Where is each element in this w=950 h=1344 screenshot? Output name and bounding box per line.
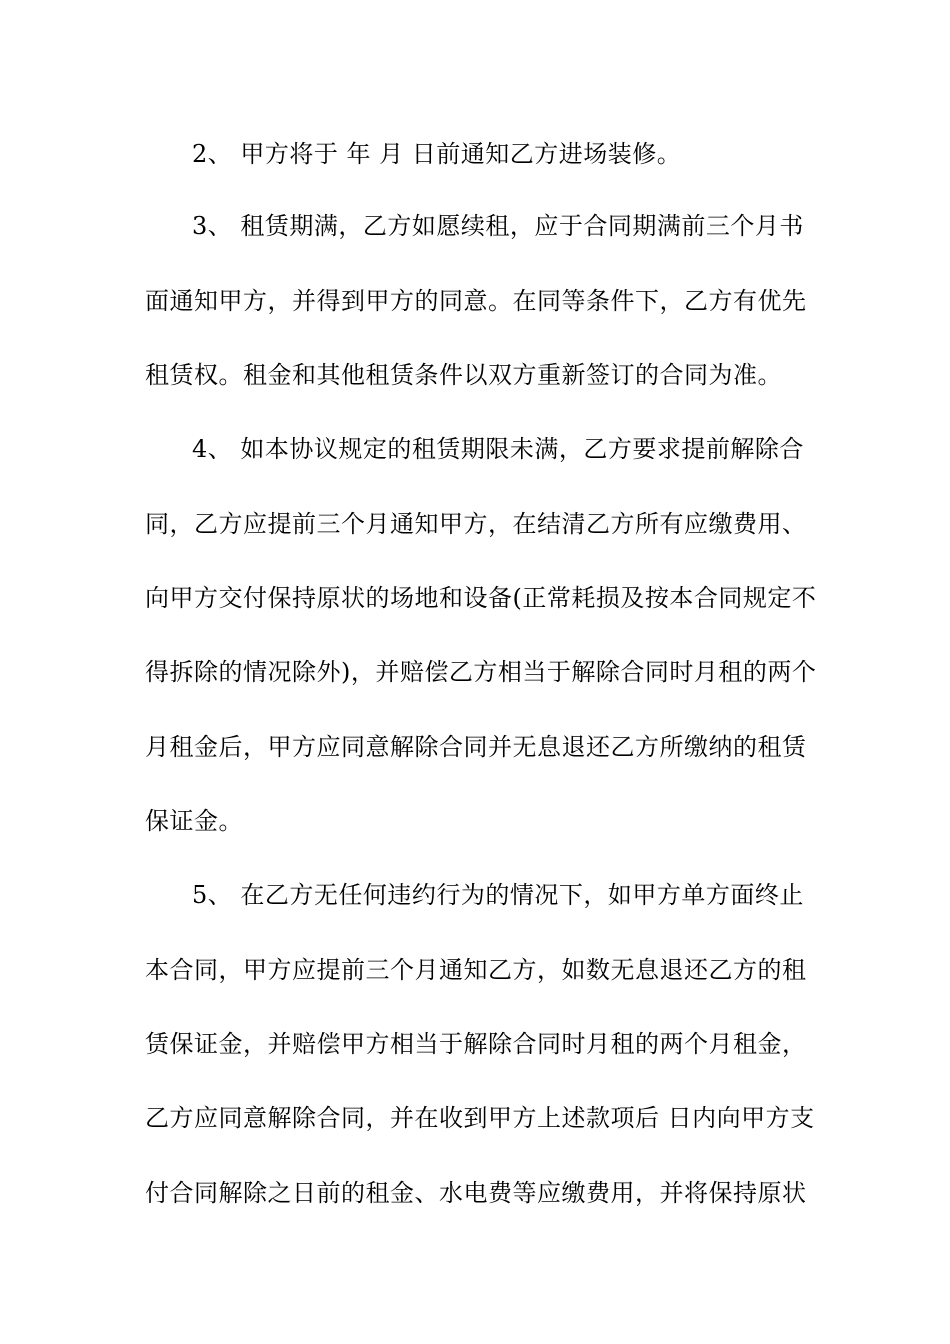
clause-4-line-3: 向甲方交付保持原状的场地和设备(正常耗损及按本合同规定不	[145, 584, 817, 612]
clause-4-line-1: 4、 如本协议规定的租赁期限未满，乙方要求提前解除合	[192, 435, 804, 463]
clause-5-line-5: 付合同解除之日前的租金、水电费等应缴费用，并将保持原状	[145, 1179, 807, 1207]
clause-5-line-3: 赁保证金，并赔偿甲方相当于解除合同时月租的两个月租金，	[145, 1030, 807, 1058]
clause-5-line-1: 5、 在乙方无任何违约行为的情况下，如甲方单方面终止	[192, 881, 804, 909]
clause-5-line-2: 本合同，甲方应提前三个月通知乙方，如数无息退还乙方的租	[145, 956, 807, 984]
clause-4-line-5: 月租金后，甲方应同意解除合同并无息退还乙方所缴纳的租赁	[145, 733, 807, 761]
clause-4-line-4: 得拆除的情况除外)，并赔偿乙方相当于解除合同时月租的两个	[145, 658, 817, 686]
clause-3-line-2: 面通知甲方，并得到甲方的同意。在同等条件下，乙方有优先	[145, 287, 807, 315]
clause-2-line-1: 2、 甲方将于 年 月 日前通知乙方进场装修。	[192, 140, 682, 168]
clause-5-line-4: 乙方应同意解除合同，并在收到甲方上述款项后 日内向甲方支	[145, 1104, 815, 1132]
clause-4-line-6: 保证金。	[145, 807, 243, 835]
clause-3-line-3: 租赁权。租金和其他租赁条件以双方重新签订的合同为准。	[145, 361, 782, 389]
clause-3-line-1: 3、 租赁期满，乙方如愿续租，应于合同期满前三个月书	[192, 212, 804, 240]
clause-4-line-2: 同，乙方应提前三个月通知甲方，在结清乙方所有应缴费用、	[145, 510, 807, 538]
